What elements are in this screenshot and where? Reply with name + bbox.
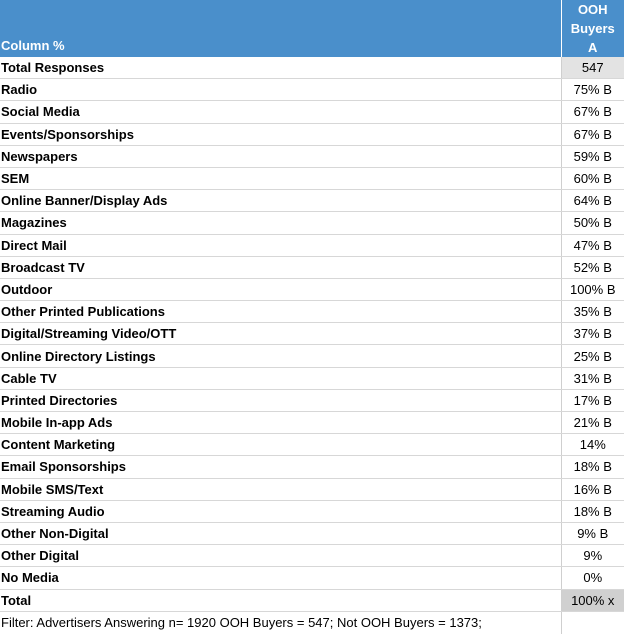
footer-empty-cell [561, 611, 624, 634]
table-row [0, 234, 624, 256]
table-row [0, 101, 624, 123]
row-label: Digital/Streaming Video/OTT [0, 323, 561, 345]
row-label: Direct Mail [0, 234, 561, 256]
row-label: Outdoor [0, 278, 561, 300]
table-row [0, 456, 624, 478]
table-row [0, 567, 624, 589]
row-value: 59% B [561, 145, 624, 167]
table-row [0, 589, 624, 611]
row-value: 100% B [561, 278, 624, 300]
row-value: 67% B [561, 101, 624, 123]
row-value: 100% x [561, 589, 624, 611]
table-row [0, 478, 624, 500]
row-label: Streaming Audio [0, 500, 561, 522]
footer-row [0, 611, 624, 634]
row-value: 17% B [561, 389, 624, 411]
row-label: Email Sponsorships [0, 456, 561, 478]
row-value: 9% B [561, 522, 624, 544]
row-label: No Media [0, 567, 561, 589]
header-label: Column % [0, 0, 561, 57]
row-label: Magazines [0, 212, 561, 234]
table-row [0, 145, 624, 167]
row-value: 18% B [561, 500, 624, 522]
row-value: 75% B [561, 79, 624, 101]
row-label: Events/Sponsorships [0, 123, 561, 145]
table-row [0, 167, 624, 189]
table-row [0, 545, 624, 567]
row-value: 14% [561, 434, 624, 456]
table-row [0, 345, 624, 367]
row-label: Total Responses [0, 57, 561, 79]
table-body [0, 57, 624, 611]
row-label: Online Directory Listings [0, 345, 561, 367]
table-row [0, 123, 624, 145]
table-row [0, 412, 624, 434]
table-row [0, 389, 624, 411]
row-label: Printed Directories [0, 389, 561, 411]
row-label: Other Printed Publications [0, 301, 561, 323]
table-row [0, 190, 624, 212]
column-header-line: OOH [577, 2, 608, 17]
row-label: Other Digital [0, 545, 561, 567]
row-value: 25% B [561, 345, 624, 367]
row-label: Cable TV [0, 367, 561, 389]
table-row [0, 522, 624, 544]
column-header-line: Buyers [570, 21, 615, 36]
table-row [0, 500, 624, 522]
row-label: Mobile SMS/Text [0, 478, 561, 500]
row-value: 21% B [561, 412, 624, 434]
row-value: 16% B [561, 478, 624, 500]
table-row [0, 212, 624, 234]
column-header-ooh-buyers [561, 0, 624, 57]
table-row [0, 256, 624, 278]
row-label: SEM [0, 167, 561, 189]
row-value: 50% B [561, 212, 624, 234]
row-value: 60% B [561, 167, 624, 189]
row-label: Social Media [0, 101, 561, 123]
row-value: 35% B [561, 301, 624, 323]
row-value: 18% B [561, 456, 624, 478]
table-row [0, 278, 624, 300]
column-header-line: A [588, 40, 598, 55]
row-label: Content Marketing [0, 434, 561, 456]
row-value: 67% B [561, 123, 624, 145]
row-value: 547 [561, 57, 624, 79]
header-row [0, 0, 624, 57]
row-value: 37% B [561, 323, 624, 345]
row-label: Newspapers [0, 145, 561, 167]
table-row [0, 434, 624, 456]
row-label: Mobile In-app Ads [0, 412, 561, 434]
row-value: 52% B [561, 256, 624, 278]
table-row [0, 79, 624, 101]
row-value: 64% B [561, 190, 624, 212]
row-label: Other Non-Digital [0, 522, 561, 544]
row-value: 47% B [561, 234, 624, 256]
filter-note: Filter: Advertisers Answering n= 1920 OOH Buyers = 547; Not OOH Buyers = 1373; [1, 615, 482, 631]
table-row [0, 323, 624, 345]
row-value: 0% [561, 567, 624, 589]
row-label: Radio [0, 79, 561, 101]
row-label: Total [0, 589, 561, 611]
table-row [0, 57, 624, 79]
table-row [0, 301, 624, 323]
row-label: Online Banner/Display Ads [0, 190, 561, 212]
row-value: 9% [561, 545, 624, 567]
table-row [0, 367, 624, 389]
row-value: 31% B [561, 367, 624, 389]
row-label: Broadcast TV [0, 256, 561, 278]
